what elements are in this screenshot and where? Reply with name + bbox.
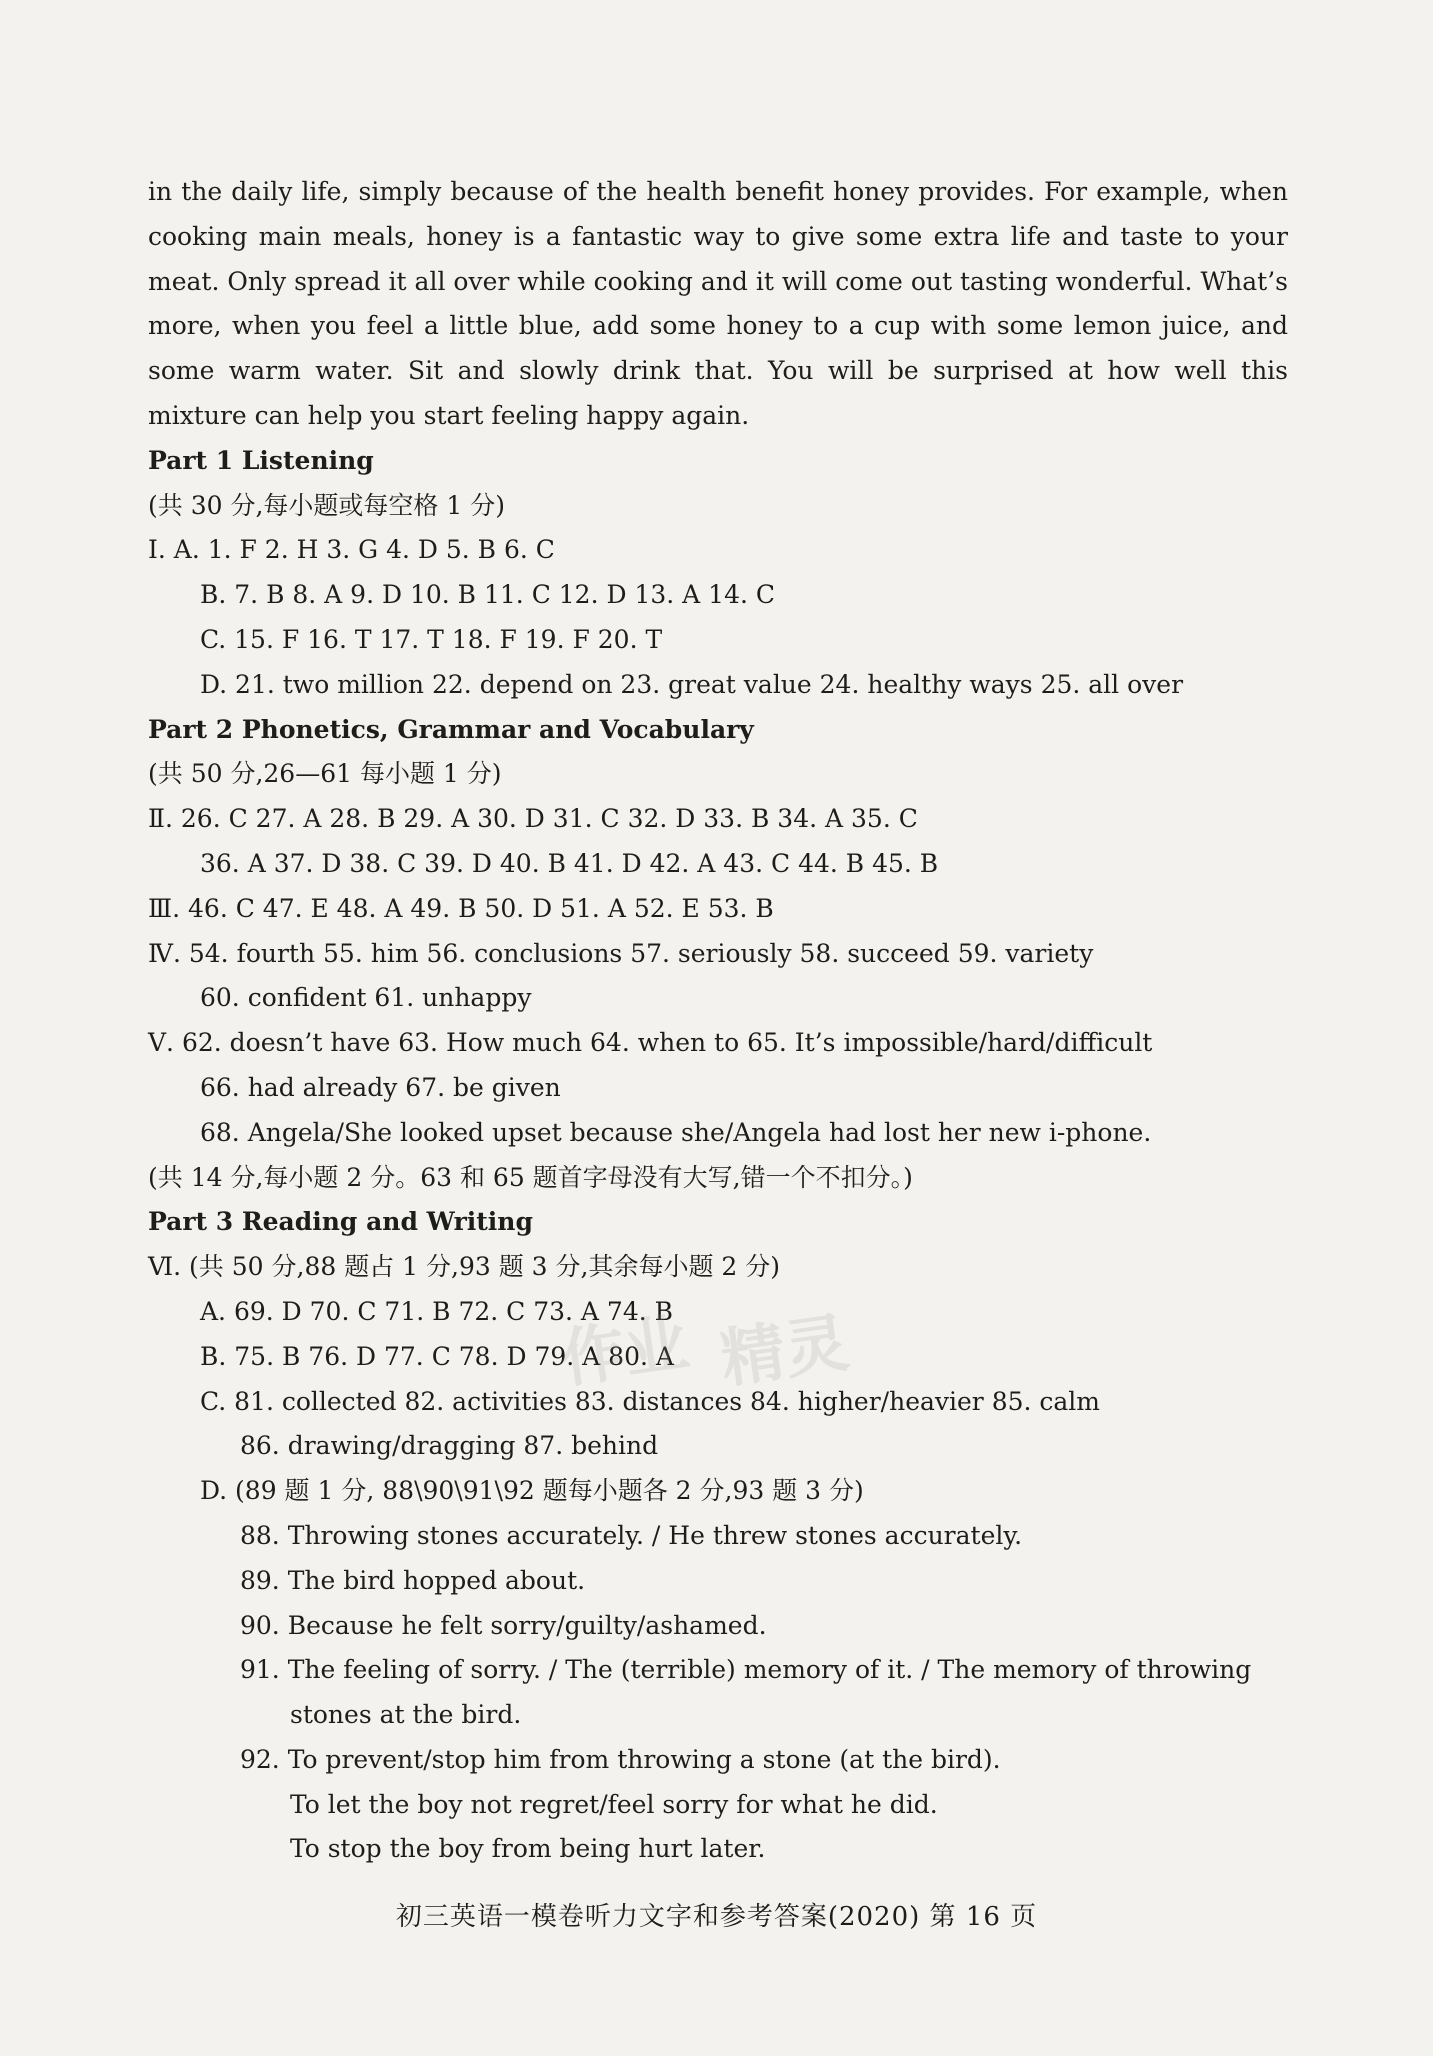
watermark-text: 作业 [556, 1306, 694, 1398]
answer-row: 92. To prevent/stop him from throwing a stone (at the bird). [240, 1744, 1001, 1774]
part3-heading: Part 3 Reading and Writing [148, 1207, 533, 1237]
answer-row: 86. drawing/dragging 87. behind [240, 1431, 659, 1461]
answer-row: Ⅳ. 54. fourth 55. him 56. conclusions 57. seriously 58. succeed 59. variety [148, 938, 1094, 968]
section-vi-score-note: Ⅵ. (共 50 分,88 题占 1 分,93 题 3 分,其余每小题 2 分) [148, 1252, 781, 1282]
answer-row: stones at the bird. [290, 1700, 522, 1730]
answer-row: 36. A 37. D 38. C 39. D 40. B 41. D 42. A 43. C 44. B 45. B [200, 848, 939, 878]
watermark-text: 精灵 [716, 1306, 854, 1398]
passage-line: more, when you feel a little blue, add some honey to a cup with some lemon juice, and [148, 311, 1288, 341]
section-v-score-note: (共 14 分,每小题 2 分。63 和 65 题首字母没有大写,错一个不扣分。) [148, 1162, 913, 1192]
answer-row: 91. The feeling of sorry. / The (terrible) memory of it. / The memory of throwing [240, 1655, 1252, 1685]
answer-row: 66. had already 67. be given [200, 1072, 561, 1102]
answer-row: D. 21. two million 22. depend on 23. great value 24. healthy ways 25. all over [200, 669, 1184, 699]
answer-row: B. 75. B 76. D 77. C 78. D 79. A 80. A [200, 1341, 674, 1371]
answer-row: Ⅴ. 62. doesn’t have 63. How much 64. when to 65. It’s impossible/hard/difficult [148, 1028, 1153, 1058]
passage-line: in the daily life, simply because of the health benefit honey provides. For example, when [148, 177, 1288, 206]
passage-line: cooking main meals, honey is a fantastic way to give some extra life and taste to your [148, 221, 1288, 251]
answer-row: 89. The bird hopped about. [240, 1565, 586, 1595]
answer-row: C. 81. collected 82. activities 83. distances 84. higher/heavier 85. calm [200, 1386, 1101, 1416]
passage-line: some warm water. Sit and slowly drink that. You will be surprised at how well this [148, 356, 1288, 386]
answer-row: A. 69. D 70. C 71. B 72. C 73. A 74. B [200, 1296, 674, 1326]
answer-row: 88. Throwing stones accurately. / He threw stones accurately. [240, 1520, 1023, 1550]
answer-text-block [148, 170, 1288, 1872]
passage-line: meat. Only spread it all over while cooking and it will come out tasting wonderful. What’s [148, 266, 1288, 296]
answer-row: D. (89 题 1 分, 88\90\91\92 题每小题各 2 分,93 题 3 分) [200, 1476, 864, 1506]
part1-heading: Part 1 Listening [148, 445, 374, 475]
part2-score-note: (共 50 分,26—61 每小题 1 分) [148, 759, 502, 789]
answer-row: 90. Because he felt sorry/guilty/ashamed. [240, 1610, 767, 1640]
page-footer: 初三英语一模卷听力文字和参考答案(2020) 第 16 页 [395, 1902, 1038, 1932]
part2-heading: Part 2 Phonetics, Grammar and Vocabulary [148, 714, 754, 744]
passage-line: mixture can help you start feeling happy again. [148, 400, 750, 430]
answer-row: To let the boy not regret/feel sorry for what he did. [290, 1789, 938, 1819]
answer-row: Ⅰ. A. 1. F 2. H 3. G 4. D 5. B 6. C [148, 535, 555, 565]
answer-row: 60. confident 61. unhappy [200, 983, 532, 1013]
part1-score-note: (共 30 分,每小题或每空格 1 分) [148, 490, 505, 520]
answer-row: C. 15. F 16. T 17. T 18. F 19. F 20. T [200, 624, 663, 654]
answer-row: Ⅱ. 26. C 27. A 28. B 29. A 30. D 31. C 32. D 33. B 34. A 35. C [148, 804, 918, 834]
answer-row: B. 7. B 8. A 9. D 10. B 11. C 12. D 13. A 14. C [200, 580, 776, 610]
answer-row: To stop the boy from being hurt later. [290, 1834, 766, 1864]
answer-row: 68. Angela/She looked upset because she/Angela had lost her new i-phone. [200, 1117, 1152, 1147]
answer-row: Ⅲ. 46. C 47. E 48. A 49. B 50. D 51. A 52. E 53. B [148, 893, 774, 923]
